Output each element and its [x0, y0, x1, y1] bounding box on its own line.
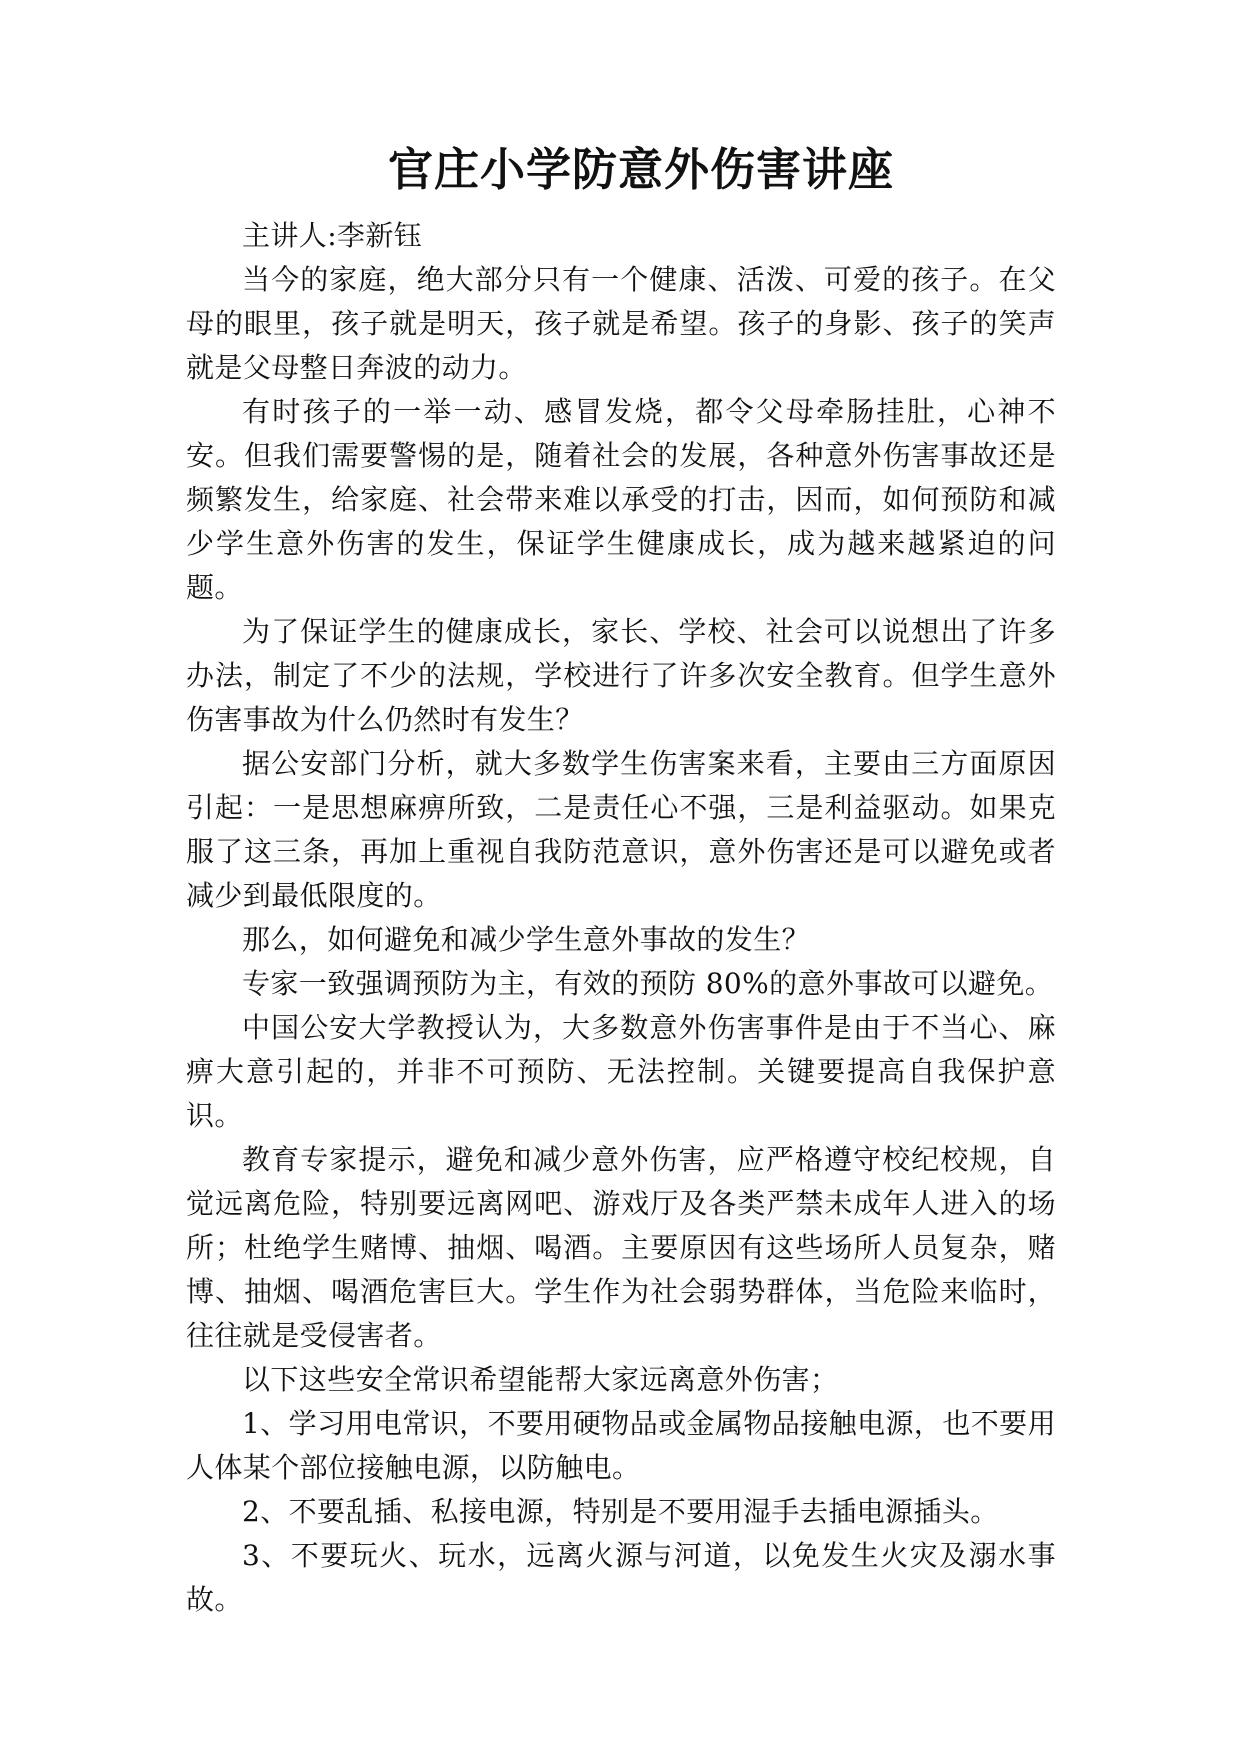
paragraph: 中国公安大学教授认为，大多数意外伤害事件是由于不当心、麻痹大意引起的，并非不可预防、无法控制。关键要提高自我保护意识。 [186, 1011, 1056, 1132]
list-item-3: 3、不要玩火、玩水，远离火源与河道，以免发生火灾及溺水事故。 [186, 1539, 1056, 1616]
paragraph: 专家一致强调预防为主，有效的预防 80%的意外事故可以避免。 [242, 967, 1054, 1000]
paragraph: 教育专家提示，避免和减少意外伤害，应严格遵守校纪校规，自觉远离危险，特别要远离网吧、游戏厅及各类严禁未成年人进入的场所；杜绝学生赌博、抽烟、喝酒。主要原因有这些场所人员复杂，赌博、抽烟、喝酒危害巨大。学生作为社会弱势群体，当危险来临时，往往就是受侵害者。 [186, 1143, 1056, 1352]
paragraph: 有时孩子的一举一动、感冒发烧，都令父母牵肠挂肚，心神不安。但我们需要警惕的是，随着社会的发展，各种意外伤害事故还是频繁发生，给家庭、社会带来难以承受的打击，因而，如何预防和减少学生意外伤害的发生，保证学生健康成长，成为越来越紧迫的问题。 [186, 395, 1056, 604]
paragraph: 据公安部门分析，就大多数学生伤害案来看，主要由三方面原因引起：一是思想麻痹所致，二是责任心不强，三是利益驱动。如果克服了这三条，再加上重视自我防范意识，意外伤害还是可以避免或者减少到最低限度的。 [186, 747, 1056, 912]
list-item-2: 2、不要乱插、私接电源，特别是不要用湿手去插电源插头。 [242, 1495, 999, 1528]
document-body [186, 140, 1056, 1622]
document-title: 官庄小学防意外伤害讲座 [387, 143, 894, 196]
paragraph: 那么，如何避免和减少学生意外事故的发生？ [242, 923, 811, 956]
list-item-1: 1、学习用电常识，不要用硬物品或金属物品接触电源，也不要用人体某个部位接触电源，以防触电。 [186, 1407, 1056, 1484]
paragraph: 以下这些安全常识希望能帮大家远离意外伤害； [242, 1363, 839, 1396]
paragraph: 为了保证学生的健康成长，家长、学校、社会可以说想出了许多办法，制定了不少的法规，学校进行了许多次安全教育。但学生意外伤害事故为什么仍然时有发生？ [186, 615, 1056, 736]
speaker-line: 主讲人:李新钰 [242, 219, 423, 252]
paragraph: 当今的家庭，绝大部分只有一个健康、活泼、可爱的孩子。在父母的眼里，孩子就是明天，孩子就是希望。孩子的身影、孩子的笑声就是父母整日奔波的动力。 [186, 263, 1056, 384]
